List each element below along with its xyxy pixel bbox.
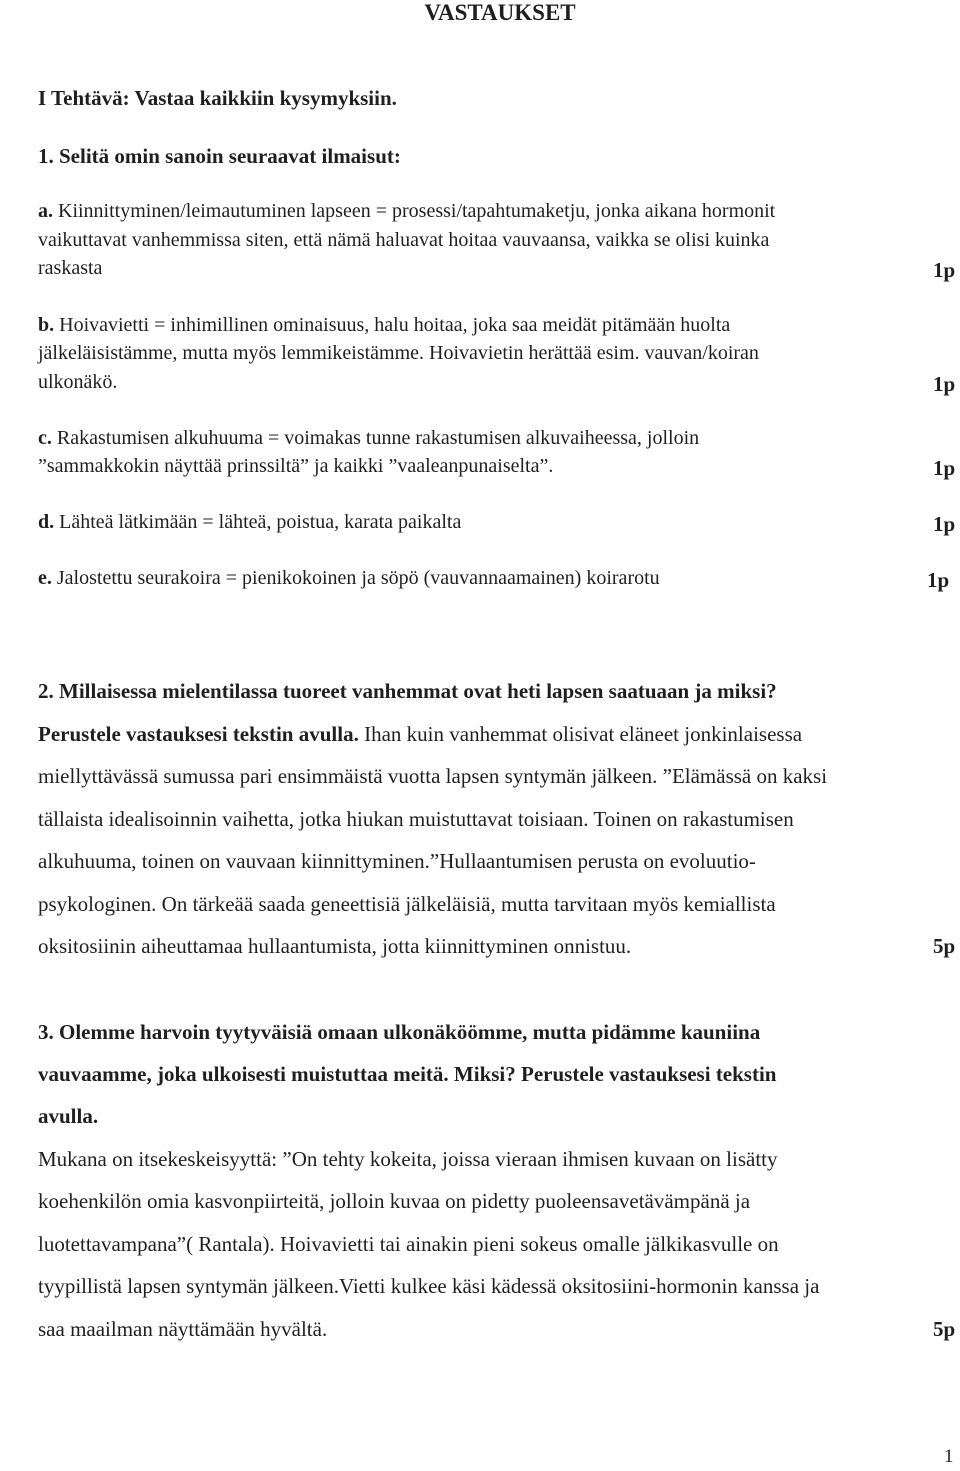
answer-1b-points: 1p bbox=[933, 372, 956, 396]
question-2-line-2: Perustele vastauksesi tekstin avulla. Ihan kuin vanhemmat olisivat eläneet jonkinlaisessa bbox=[38, 722, 803, 746]
task-heading: I Tehtävä: Vastaa kaikkiin kysymyksiin. bbox=[38, 86, 397, 110]
answer-1e-label: e. bbox=[38, 567, 52, 589]
answer-3-line-5: saa maailman näyttämään hyvältä. bbox=[38, 1317, 328, 1341]
answer-1a-label: a. bbox=[38, 200, 53, 222]
question-3-line-2: vauvaamme, joka ulkoisesti muistuttaa meitä. Miksi? Perustele vastauksesi tekstin bbox=[38, 1062, 777, 1086]
answer-2-line-1: miellyttävässä sumussa pari ensimmäistä vuotta lapsen syntymän jälkeen. ”Elämässä on kaksi bbox=[38, 764, 828, 788]
answer-1d: d. Lähteä lätkimään = lähteä, poistua, karata paikalta bbox=[38, 511, 462, 533]
answer-1c-line-2: ”sammakkokin näyttää prinssiltä” ja kaikki ”vaaleanpunaiselta”. bbox=[38, 455, 554, 477]
answer-1a-points: 1p bbox=[933, 258, 956, 282]
question-2-line-1: 2. Millaisessa mielentilassa tuoreet vanhemmat ovat heti lapsen saatuaan ja miksi? bbox=[38, 679, 777, 703]
answer-2-line-4: psykologinen. On tärkeää saada geneettisiä jälkeläisiä, mutta tarvitaan myös kemiallista bbox=[38, 892, 776, 916]
answer-1d-points: 1p bbox=[933, 512, 956, 536]
answer-1a-line-2: vaikuttavat vanhemmissa siten, että nämä haluavat hoitaa vauvaansa, vaikka se olisi kuinka bbox=[38, 229, 770, 251]
page-number: 1 bbox=[944, 1446, 954, 1467]
answer-1b-line-2: jälkeläisistämme, mutta myös lemmikeistämme. Hoivavietin herättää esim. vauvan/koiran bbox=[38, 342, 759, 364]
answer-3-line-1: Mukana on itsekeskeisyyttä: ”On tehty kokeita, joissa vieraan ihmisen kuvaan on lisätty bbox=[38, 1147, 778, 1171]
answer-1e-points: 1p bbox=[927, 568, 950, 592]
question-2-prompt: Perustele vastauksesi tekstin avulla. bbox=[38, 722, 359, 746]
question-3-number: 3. bbox=[38, 1020, 54, 1044]
answer-1a-line-3: raskasta bbox=[38, 257, 103, 279]
answer-2-line-2: tällaista idealisoinnin vaihetta, jotka hiukan muistuttavat toisiaan. Toinen on rakastumisen bbox=[38, 807, 794, 831]
question-3-line-1: 3. Olemme harvoin tyytyväisiä omaan ulkonäköömme, mutta pidämme kauniina bbox=[38, 1020, 761, 1044]
answer-2-line-5: oksitosiinin aiheuttamaa hullaantumista, jotta kiinnittyminen onnistuu. bbox=[38, 934, 632, 958]
answer-1a-line-1: a. Kiinnittyminen/leimautuminen lapseen = prosessi/tapahtumaketju, jonka aikana hormonit bbox=[38, 200, 776, 222]
answer-3-line-4: tyypillistä lapsen syntymän jälkeen.Vietti kulkee käsi kädessä oksitosiini-hormonin kanssa ja bbox=[38, 1274, 820, 1298]
answer-1b-label: b. bbox=[38, 314, 55, 336]
answer-1d-label: d. bbox=[38, 511, 55, 533]
answer-2-points: 5p bbox=[933, 934, 956, 958]
page-title: VASTAUKSET bbox=[424, 0, 576, 25]
answer-1c-points: 1p bbox=[933, 456, 956, 480]
answer-1c-line-1: c. Rakastumisen alkuhuuma = voimakas tunne rakastumisen alkuvaiheessa, jolloin bbox=[38, 427, 700, 449]
answer-2-line-3: alkuhuuma, toinen on vauvaan kiinnittyminen.”Hullaantumisen perusta on evoluutio- bbox=[38, 849, 756, 873]
answer-3-points: 5p bbox=[933, 1317, 956, 1341]
answer-1c-label: c. bbox=[38, 427, 52, 449]
answer-1b-line-3: ulkonäkö. bbox=[38, 371, 118, 393]
answer-3-line-3: luotettavampana”( Rantala). Hoivavietti tai ainakin pieni sokeus omalle jälkikasvulle on bbox=[38, 1232, 779, 1256]
answer-1b-line-1: b. Hoivavietti = inhimillinen ominaisuus, halu hoitaa, joka saa meidät pitämään huolta bbox=[38, 314, 731, 336]
answer-1e: e. Jalostettu seurakoira = pienikokoinen ja söpö (vauvannaamainen) koirarotu bbox=[38, 567, 660, 589]
question-1: 1. Selitä omin sanoin seuraavat ilmaisut: bbox=[38, 144, 401, 168]
question-2-number: 2. bbox=[38, 679, 54, 703]
answer-3-line-2: koehenkilön omia kasvonpiirteitä, jolloin kuvaa on pidetty puoleensavetävämpänä ja bbox=[38, 1189, 751, 1213]
question-3-line-3: avulla. bbox=[38, 1104, 99, 1128]
